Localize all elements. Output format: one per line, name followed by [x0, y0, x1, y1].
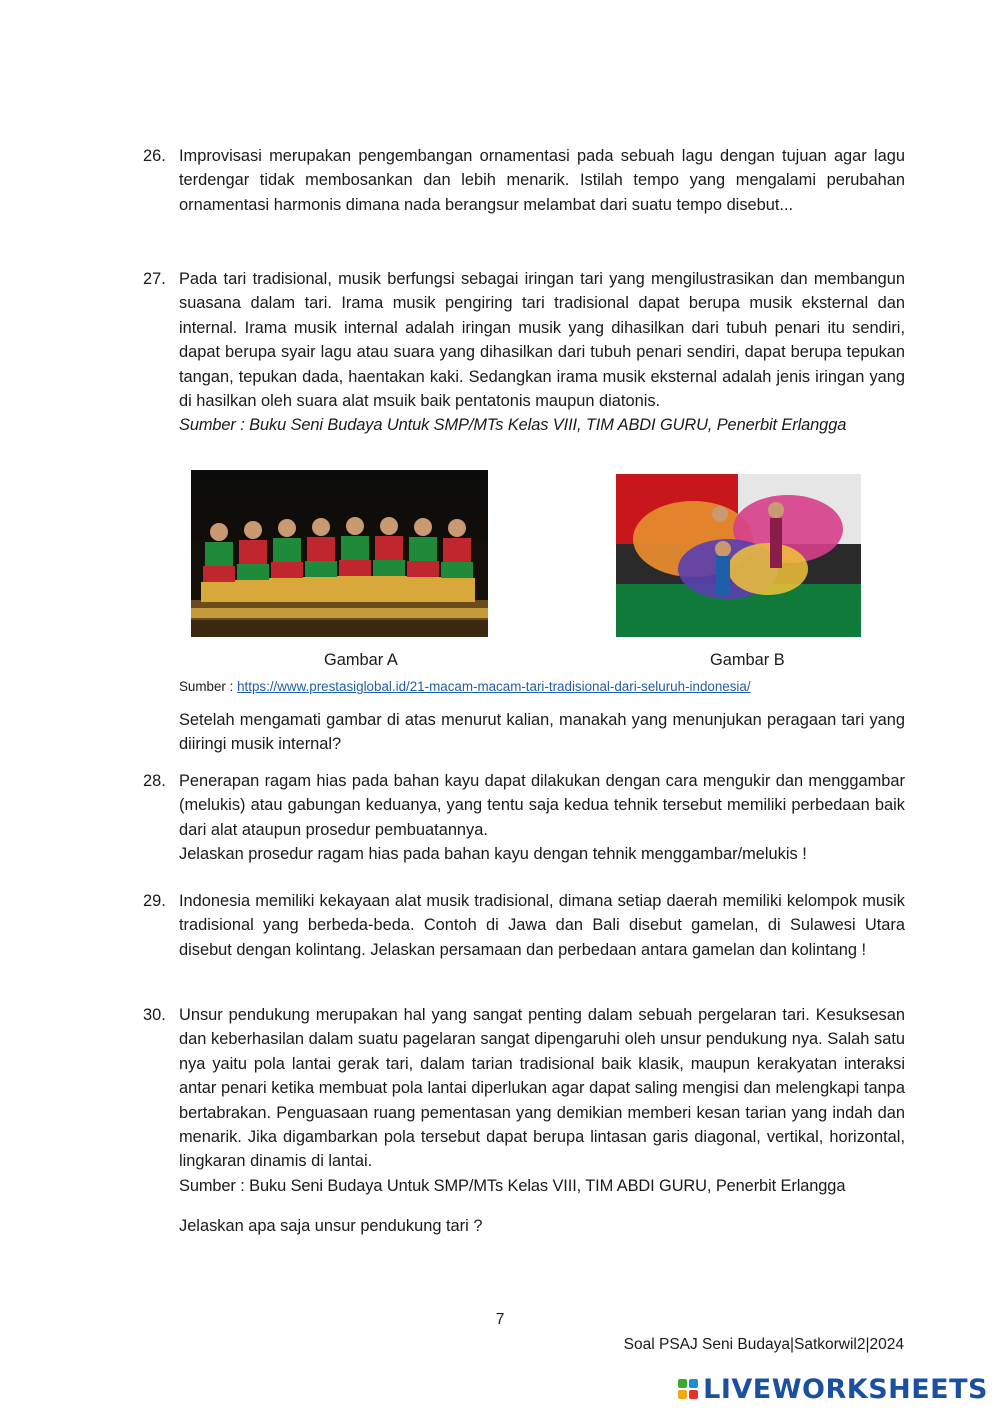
- question-text: Indonesia memiliki kekayaan alat musik tradisional, dimana setiap daerah memiliki kelompok musik tradisional yang berbeda-beda. Contoh di Jawa dan Bali disebut gamelan, di Sulawesi Utara disebut dengan kolintang. Jelaskan persamaan dan perbedaan antara gamelan dan kolintang !: [179, 892, 905, 959]
- question-text: Penerapan ragam hias pada bahan kayu dapat dilakukan dengan cara mengukir dan menggambar (melukis) atau gabungan keduanya, yang tentu saja kedua tehnik tersebut memiliki perbedaan baik dari alat ataupun prosedur pembuatannya.: [179, 772, 905, 839]
- image-gambar-a: [191, 470, 488, 637]
- image-source-label: Sumber :: [179, 679, 238, 694]
- question-28: [143, 769, 905, 867]
- question-26: [143, 144, 905, 217]
- brand-grid-icon: [678, 1379, 698, 1399]
- question-prompt: Jelaskan prosedur ragam hias pada bahan kayu dengan tehnik menggambar/melukis !: [179, 845, 807, 864]
- question-27: [143, 267, 905, 438]
- source-citation: Sumber : Buku Seni Budaya Untuk SMP/MTs Kelas VIII, TIM ABDI GURU, Penerbit Erlangga: [179, 416, 847, 435]
- image-gambar-b: [608, 474, 869, 637]
- question-text: Pada tari tradisional, musik berfungsi sebagai iringan tari yang mengilustrasikan dan membangun suasana dalam tari. Irama musik pengiring tari tradisional dapat berupa musik eksternal dan internal. Irama musik internal adalah iringan musik yang dihasilkan dari tubuh penari itu sendiri, dapat berupa syair lagu atau suara yang dihasilkan dari tubuh penari sendiri, dapat berupa tepukan tangan, tepukan dada, haentakan kaki. Sedangkan irama musik eksternal adalah jenis iringan yang di hasilkan oleh suara alat msuik baik pentatonis maupun diatonis.: [179, 270, 905, 411]
- brand-logo: [678, 1373, 988, 1405]
- question-29: [143, 889, 905, 962]
- question-number: 29.: [143, 892, 166, 910]
- question-prompt: Jelaskan apa saja unsur pendukung tari ?: [179, 1217, 483, 1236]
- seated-dancers-illustration: [191, 470, 488, 637]
- question-number: 30.: [143, 1006, 166, 1024]
- winged-dancers-illustration: [608, 474, 869, 637]
- brand-wordmark: LIVEWORKSHEETS: [703, 1373, 988, 1405]
- question-number: 27.: [143, 270, 166, 288]
- question-text: Improvisasi merupakan pengembangan ornamentasi pada sebuah lagu dengan tujuan agar lagu terdengar tidak membosankan dan lebih menarik. Istilah tempo yang mengalami perubahan ornamentasi harmonis dimana nada berangsur melambat dari suatu tempo disebut...: [179, 147, 905, 214]
- image-source-link[interactable]: https://www.prestasiglobal.id/21-macam-macam-tari-tradisional-dari-seluruh-indonesia/: [237, 679, 751, 694]
- question-text: Unsur pendukung merupakan hal yang sangat penting dalam sebuah pergelaran tari. Kesuksesan dan keberhasilan dalam suatu pagelaran sangat dipengaruhi oleh unsur pendukung nya. Salah satu nya yaitu pola lantai gerak tari, dalam tarian tradisional baik klasik, maupun kerakyatan interaksi antar penari ketika membuat pola lantai diperlukan agar dapat saling mengisi dan melengkapi tanpa bertabrakan. Penguasaan ruang pementasan yang demikian memberi kesan tarian yang indah dan menarik. Jika digambarkan pola tersebut dapat berupa lintasan garis diagonal, vertikal, horizontal, lingkaran dinamis di lantai.: [179, 1006, 905, 1171]
- source-citation: Sumber : Buku Seni Budaya Untuk SMP/MTs Kelas VIII, TIM ABDI GURU, Penerbit Erlangga: [179, 1176, 846, 1195]
- question-number: 26.: [143, 147, 166, 165]
- question-prompt: Setelah mengamati gambar di atas menurut kalian, manakah yang menunjukan peragaan tari yang diiringi musik internal?: [179, 711, 905, 754]
- question-27-prompt: [143, 708, 905, 757]
- page-number: 7: [495, 1311, 505, 1328]
- caption-gambar-a: Gambar A: [324, 651, 398, 669]
- question-number: 28.: [143, 772, 166, 790]
- image-source: [179, 678, 751, 696]
- question-30: [143, 1003, 905, 1239]
- caption-gambar-b: Gambar B: [710, 651, 785, 669]
- page-footer: Soal PSAJ Seni Budaya|Satkorwil2|2024: [623, 1336, 904, 1353]
